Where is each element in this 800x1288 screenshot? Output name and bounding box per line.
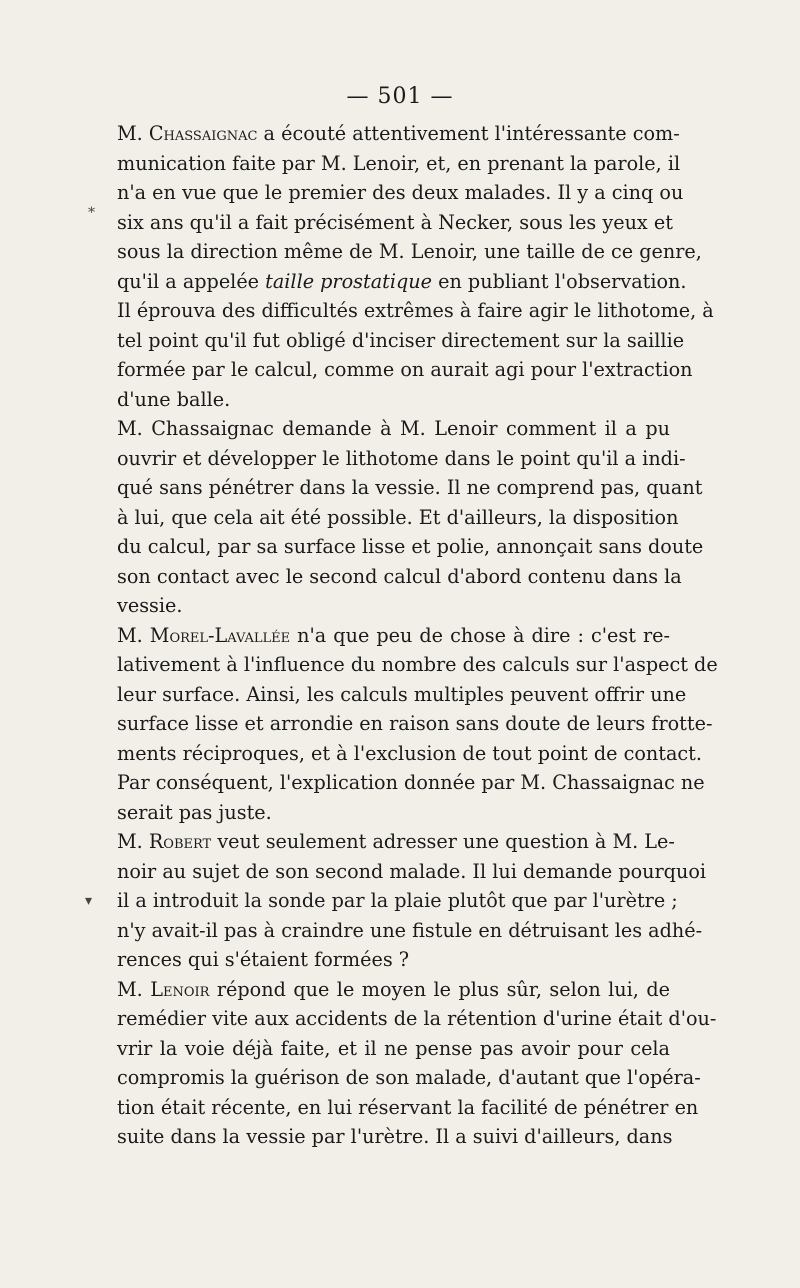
page-number: — 501 — [346,84,454,109]
line-text: en publiant l'observation. [432,269,687,293]
speaker-name: M. Robert [117,830,212,853]
text-line [117,119,680,149]
text-line: tel point qu'il fut obligé d'inciser directement sur la saillie [117,328,685,352]
text-line: vrir la voie déjà faite, et il ne pense pas avoir pour cela [117,1036,670,1060]
text-line: M. Chassaignac demande à M. Lenoir comment il a pu [117,417,670,440]
text-line: Il éprouva des difficultés extrêmes à faire agir le lithotome, à [117,299,714,322]
text-line: Par conséquent, l'explication donnée par M. Chassaignac ne [117,771,705,794]
text-line: formée par le calcul, comme on aurait agi pour l'extraction [117,358,693,381]
line-text: répond que le moyen le plus sûr, selon lui, de [209,977,670,1001]
paragraph [117,621,718,828]
text-line: ouvrir et développer le lithotome dans le point qu'il a indi- [117,446,686,470]
text-line: tion était récente, en lui réservant la facilité de pénétrer en [117,1095,699,1119]
body-text [117,119,718,1152]
text-line [117,267,687,297]
text-line: surface lisse et arrondie en raison sans doute de leurs frotte- [117,712,713,735]
text-line [117,827,675,857]
text-line: remédier vite aux accidents de la rétention d'urine était d'ou- [117,1007,717,1030]
text-line [117,621,670,651]
text-line: serait pas juste. [117,800,272,824]
paragraph [117,414,704,621]
text-line: rences qui s'étaient formées ? [117,948,410,971]
line-text: veut seulement adresser une question à M. Le- [211,830,675,853]
text-line: leur surface. Ainsi, les calculs multiples peuvent offrir une [117,682,687,706]
paragraph [117,827,707,975]
text-line: il a introduit la sonde par la plaie plutôt que par l'urètre ; [117,889,678,912]
speaker-name: M. Morel-Lavallée [117,623,291,647]
line-text: qu'il a appelée [117,269,266,293]
paragraph [117,119,714,414]
text-line: à lui, que cela ait été possible. Et d'ailleurs, la disposition [117,505,679,529]
text-line: compromis la guérison de son malade, d'autant que l'opéra- [117,1066,701,1089]
text-line: son contact avec le second calcul d'abord contenu dans la [117,564,682,588]
text-line: noir au sujet de son second malade. Il lui demande pourquoi [117,859,707,883]
text-line: vessie. [117,594,183,617]
text-line: du calcul, par sa surface lisse et polie, annonçait sans doute [117,535,704,558]
text-line: six ans qu'il a fait précisément à Necker, sous les yeux et [117,210,673,234]
paragraph [117,975,717,1152]
speaker-name: M. Lenoir [117,977,210,1001]
text-line: sous la direction même de M. Lenoir, une taille de ce genre, [117,240,702,263]
text-line: d'une balle. [117,387,231,411]
margin-mark: ▾ [85,893,93,909]
text-line: suite dans la vessie par l'urètre. Il a suivi d'ailleurs, dans [117,1125,673,1148]
text-line: n'a en vue que le premier des deux malades. Il y a cinq ou [117,181,684,204]
text-line [117,975,670,1005]
text-line: lativement à l'influence du nombre des calculs sur l'aspect de [117,653,718,676]
line-text: n'a que peu de chose à dire : c'est re- [290,623,670,647]
text-line: munication faite par M. Lenoir, et, en prenant la parole, il [117,151,681,175]
italic-term: taille prostatique [265,269,433,293]
text-line: n'y avait-il pas à craindre une fistule en détruisant les adhé- [117,918,703,942]
text-line: qué sans pénétrer dans la vessie. Il ne comprend pas, quant [117,476,703,499]
margin-mark: * [88,205,95,221]
text-line: ments réciproques, et à l'exclusion de tout point de contact. [117,741,702,765]
line-text: a écouté attentivement l'intéressante com- [257,122,680,145]
speaker-name: M. Chassaignac [117,122,258,145]
